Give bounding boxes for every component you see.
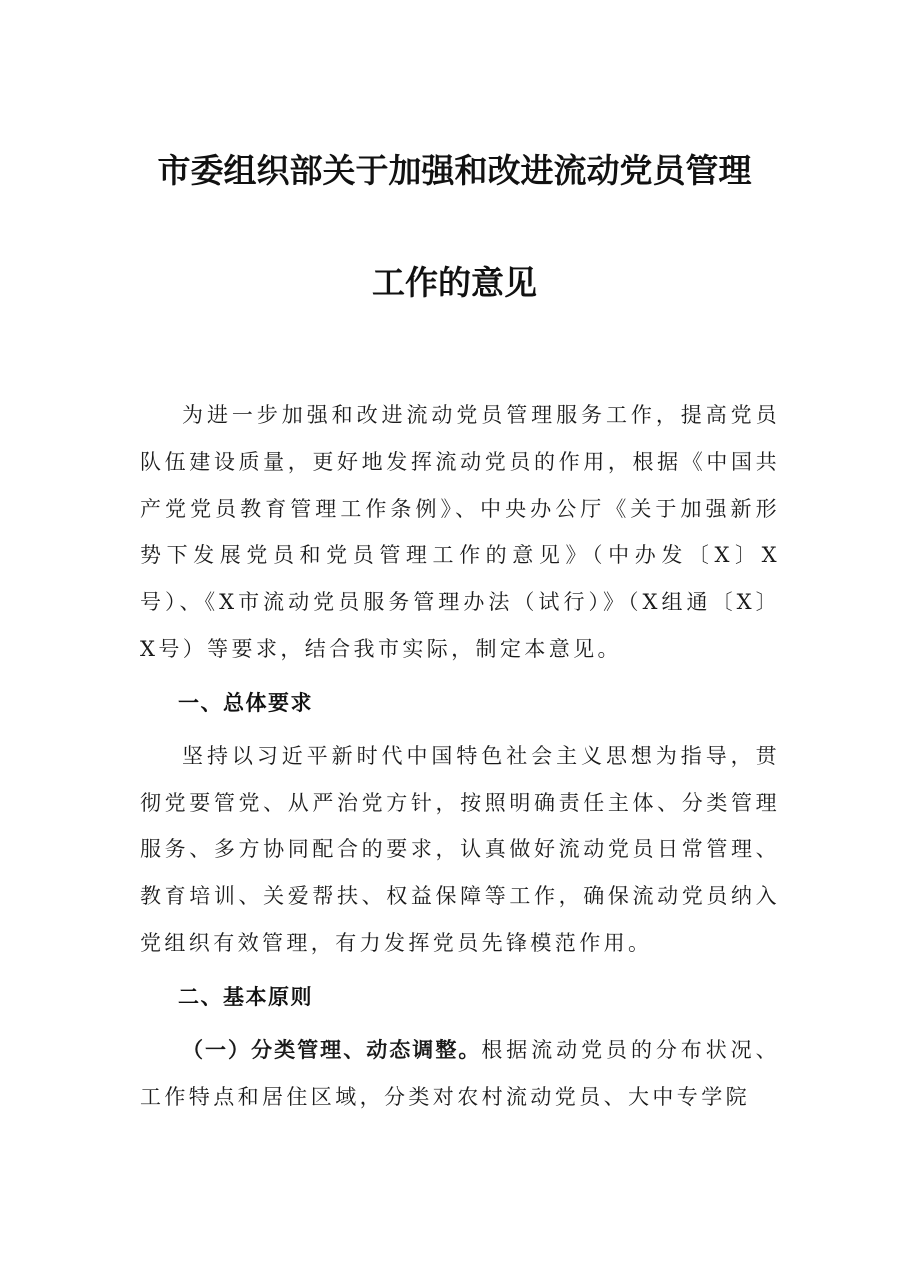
principle-1-text: 根据流动党员的分布状况、工作特点和居住区域，分类对农村流动党员、大中专学院 bbox=[140, 1037, 780, 1109]
principle-1-paragraph bbox=[140, 1027, 780, 1121]
intro-paragraph: 为进一步加强和改进流动党员管理服务工作，提高党员队伍建设质量，更好地发挥流动党员的作用，根据《中国共产党党员教育管理工作条例》、中央办公厅《关于加强新形势下发展党员和党员管理工作的意见》（中办发〔X〕X号）、《X市流动党员服务管理办法（试行）》（X组通〔X〕X号）等要求，结合我市实际，制定本意见。 bbox=[140, 403, 780, 661]
section-heading-general-requirements: 一、总体要求 bbox=[178, 689, 313, 715]
principle-1-lead: （一）分类管理、动态调整。 bbox=[182, 1036, 482, 1062]
document-body bbox=[140, 392, 780, 1120]
document-title-line-1: 市委组织部关于加强和改进流动党员管理 bbox=[157, 151, 752, 190]
document-title-line-2: 工作的意见 bbox=[372, 263, 537, 302]
general-requirements-paragraph: 坚持以习近平新时代中国特色社会主义思想为指导，贯彻党要管党、从严治党方针，按照明确责任主体、分类管理服务、多方协同配合的要求，认真做好流动党员日常管理、教育培训、关爱帮扶、权益保障等工作，确保流动党员纳入党组织有效管理，有力发挥党员先锋模范作用。 bbox=[140, 743, 780, 955]
section-heading-basic-principles: 二、基本原则 bbox=[178, 983, 313, 1009]
